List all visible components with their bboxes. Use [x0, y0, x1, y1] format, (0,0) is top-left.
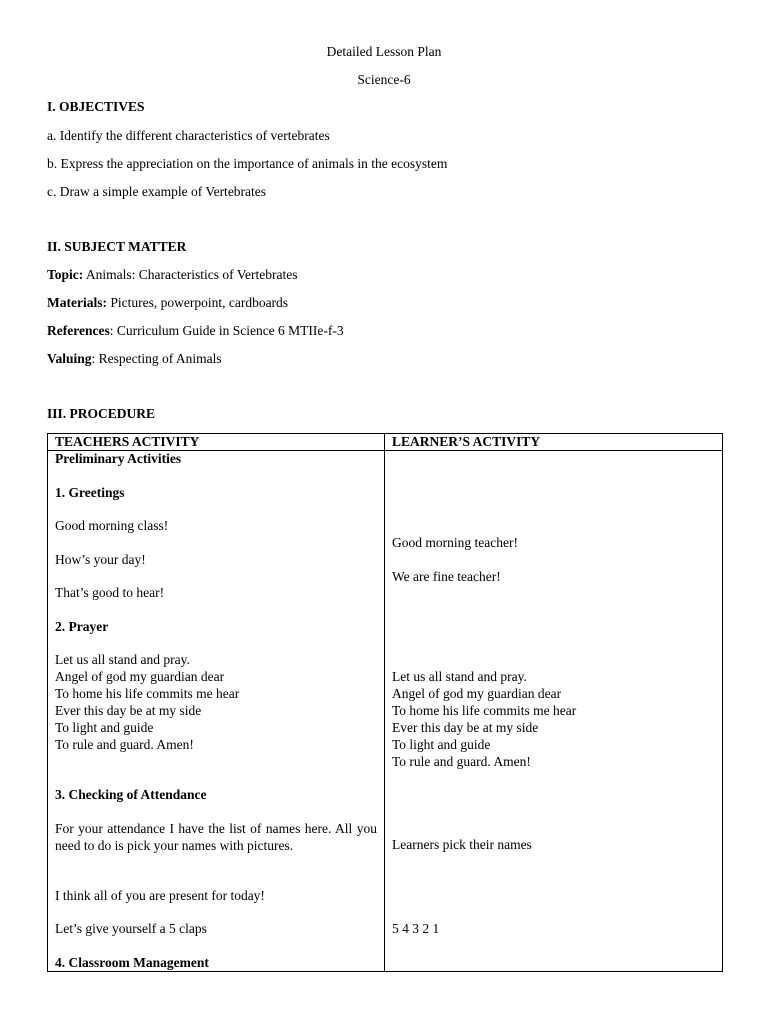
learner-fine: We are fine teacher! — [392, 569, 501, 584]
preliminary-heading: Preliminary Activities — [55, 451, 182, 466]
valuing-value: : Respecting of Animals — [91, 351, 222, 366]
objective-a: a. Identify the different characteristics of vertebrates — [47, 128, 330, 143]
teacher-prayer-line: Let us all stand and pray. — [55, 652, 190, 667]
materials-line — [47, 295, 288, 311]
materials-value: Pictures, powerpoint, cardboards — [106, 295, 289, 310]
references-line — [47, 323, 344, 339]
learner-prayer-line: Let us all stand and pray. — [392, 669, 527, 684]
document-subtitle: Science-6 — [357, 72, 411, 87]
procedure-heading: III. PROCEDURE — [47, 406, 156, 421]
learner-pick-names: Learners pick their names — [392, 837, 532, 852]
teacher-claps: Let’s give yourself a 5 claps — [55, 921, 207, 936]
learner-prayer-line: To home his life commits me hear — [392, 703, 577, 718]
learner-greeting: Good morning teacher! — [392, 535, 518, 550]
objectives-heading: I. OBJECTIVES — [47, 99, 145, 114]
references-label: References — [47, 323, 110, 338]
subject-matter-heading: II. SUBJECT MATTER — [47, 239, 187, 254]
teacher-present: I think all of you are present for today! — [55, 888, 265, 903]
teacher-prayer-line: To rule and guard. Amen! — [55, 737, 194, 752]
attendance-heading: 3. Checking of Attendance — [55, 787, 207, 802]
learner-prayer-line: To light and guide — [392, 737, 491, 752]
table-header-row — [48, 434, 723, 451]
attendance-instructions: For your attendance I have the list of names here. All you need to do is pick your names with pictures. — [55, 821, 377, 853]
teacher-column-header: TEACHERS ACTIVITY — [48, 434, 385, 451]
learner-count: 5 4 3 2 1 — [392, 921, 440, 936]
valuing-label: Valuing — [47, 351, 92, 366]
valuing-line — [47, 351, 222, 367]
topic-line — [47, 267, 297, 283]
topic-value: Animals: Characteristics of Vertebrates — [83, 267, 298, 282]
objective-b: b. Express the appreciation on the importance of animals in the ecosystem — [47, 156, 448, 171]
document-title: Detailed Lesson Plan — [326, 44, 442, 59]
learner-activity-cell — [385, 451, 723, 972]
procedure-table — [47, 433, 723, 972]
teacher-activity-cell — [48, 451, 385, 972]
table-row — [48, 451, 723, 972]
learner-prayer-line: To rule and guard. Amen! — [392, 754, 531, 769]
learner-column-header: LEARNER’S ACTIVITY — [385, 434, 723, 451]
references-value: : Curriculum Guide in Science 6 MTIIe-f-3 — [109, 323, 344, 338]
greetings-heading: 1. Greetings — [55, 485, 125, 500]
materials-label: Materials: — [47, 295, 107, 310]
objective-c: c. Draw a simple example of Vertebrates — [47, 184, 267, 199]
classroom-management-heading: 4. Classroom Management — [55, 955, 209, 970]
learner-prayer-line: Ever this day be at my side — [392, 720, 539, 735]
teacher-prayer-line: To home his life commits me hear — [55, 686, 240, 701]
teacher-prayer-line: Angel of god my guardian dear — [55, 669, 225, 684]
topic-label: Topic: — [47, 267, 84, 282]
teacher-greeting: Good morning class! — [55, 518, 169, 533]
teacher-good: That’s good to hear! — [55, 585, 165, 600]
teacher-how: How’s your day! — [55, 552, 146, 567]
teacher-prayer-line: Ever this day be at my side — [55, 703, 202, 718]
teacher-prayer-line: To light and guide — [55, 720, 154, 735]
prayer-heading: 2. Prayer — [55, 619, 109, 634]
learner-prayer-line: Angel of god my guardian dear — [392, 686, 562, 701]
